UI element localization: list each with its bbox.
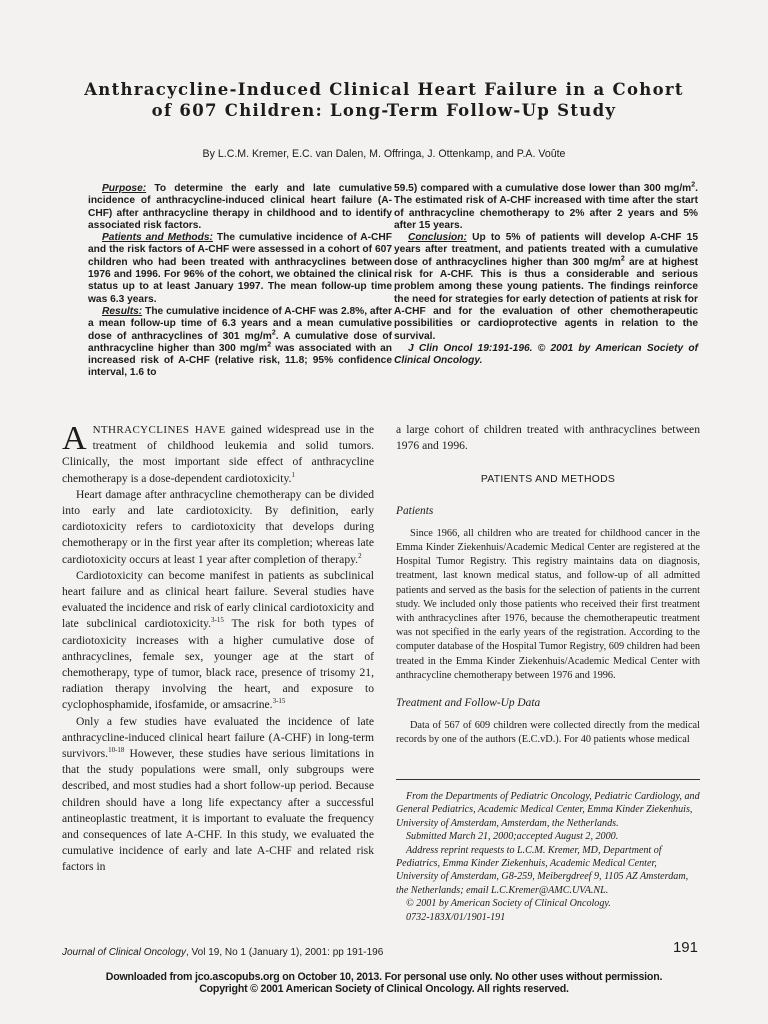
intro-paragraph-4 — [62, 714, 374, 876]
journal-name: Journal of Clinical Oncology — [62, 947, 186, 958]
journal-footer — [62, 947, 383, 958]
abstract-conclusion — [394, 232, 698, 343]
page-number: 191 — [672, 939, 698, 956]
author-list: By L.C.M. Kremer, E.C. van Dalen, M. Offringa, J. Ottenkamp, and P.A. Voûte — [202, 148, 566, 160]
footnote-reprints: Address reprint requests to L.C.M. Kremer, MD, Department of Pediatrics, Emma Kinder Ziekenhuis, Academic Medical Center, University of Amsterdam, G8-259, Meibergdreef 9, 1105 AZ Amsterdam, the Netherlands; email L.C.Kremer@AMC.UVA.NL. — [396, 844, 689, 896]
results-cont-b: . The estimated risk of A-CHF increased with time after the start of anthracycline chemotherapy to 2% after 2 years and 5% after 15 years. — [394, 183, 698, 231]
patients-paragraph: Since 1966, all children who are treated for childhood cancer in the Emma Kinder Ziekenhuis/Academic Medical Center are registered at the Hospital Tumor Registry. This registry maintains data on diagnosis, treatment, last known medical status, and follow-up of all admitted patients and served as the basis for the selection of patients in the current study. We included only those patients who received their first treatment with anthracyclines after 1976, because the chemotherapeutic treatment was not specified in the early years of the registration. According to the computer database of the Hospital Tumor Registry, 609 children had been treated in the Emma Kinder Ziekenhuis/Academic Medical Center with anthracycline chemotherapy between 1976 and 1996. — [396, 527, 700, 681]
treatment-paragraph: Data of 567 of 609 children were collected directly from the medical records by one of the authors (E.C.vD.). For 40 patients whose medical — [396, 720, 700, 746]
footnote-code: 0732-183X/01/1901-191 — [406, 911, 506, 923]
results-sup-b: 2 — [267, 341, 272, 349]
intro-p4-ref: 10-18 — [108, 746, 125, 755]
intro-paragraph-3 — [62, 568, 374, 714]
intro-p2-text: Heart damage after anthracycline chemotherapy can be divided into early and late cardiotoxicity. By definition, early cardiotoxicity refers to cardiotoxicity that develops during chemotherapy or in the first year after its completion; whereas late cardiotoxicity occurs at least 1 year after completion of therapy. — [62, 487, 374, 566]
abstract-citation: J Clin Oncol 19:191-196. © 2001 by American Society of Clinical Oncology. — [394, 342, 698, 367]
intro-paragraph-2 — [62, 487, 374, 568]
title-line-1: Anthracycline-Induced Clinical Heart Failure in a Cohort — [84, 80, 684, 99]
methods-label: Patients and Methods: — [102, 232, 213, 244]
download-notice — [0, 971, 768, 996]
intro-p1-text: gained widespread use in the treatment of childhood leukemia and solid tumors. Clinically, the most important side effect of anthracycline chemotherapy is a dose-dependent cardiotoxicity. — [62, 423, 374, 485]
download-line-1: Downloaded from jco.ascopubs.org on October 10, 2013. For personal use only. No other uses without permission. — [105, 971, 663, 983]
body-left-column — [62, 422, 374, 876]
abstract-results — [88, 306, 392, 380]
results-text-c: was associated with an increased risk of A-CHF (relative risk, 11.8; 95% confidence interval, 1.6 to — [88, 342, 392, 379]
results-text-b: . A cumulative dose of anthracycline higher than 300 mg/m — [88, 330, 392, 354]
footnote-affiliation: From the Departments of Pediatric Oncology, Pediatric Cardiology, and General Pediatrics, Academic Medical Center, Emma Kinder Ziekenhuis, University of Amsterdam, Amsterdam, the Netherlands. — [396, 791, 700, 829]
conclusion-text-b: are at highest risk for A-CHF. This is thus a considerable and serious problem among these young patients. The findings reinforce the need for strategies for early detection of patients at risk for A-CHF and for the evaluation of other chemotherapeutic possibilities or cardioprotective agents in relation to the survival. — [394, 256, 698, 342]
conclusion-sup: 2 — [620, 255, 625, 263]
drop-cap: A — [62, 420, 87, 457]
intro-p4-text-a: Only a few studies have evaluated the incidence of late anthracycline-induced clinical heart failure (A-CHF) in long-term survivors. — [62, 714, 374, 761]
intro-caps: NTHRACYCLINES HAVE — [92, 424, 226, 436]
conclusion-text-a: Up to 5% of patients will develop A-CHF 15 years after treatment, and patients treated with a cumulative dose of anthracyclines higher than 300 mg/m — [394, 232, 698, 268]
methods-text: The cumulative incidence of A-CHF and the risk factors of A-CHF were assessed in a cohort of 607 children who had been treated with anthracyclines between 1976 and 1996. For 96% of the cohort, we obtained the clinical status up to at least January 1997. The mean follow-up time was 6.3 years. — [88, 232, 392, 305]
results-cont-sup: 2 — [691, 181, 696, 189]
intro-p4-text-b: However, these studies have serious limitations in that the study populations were small, only subgroups were described, and most studies had a short follow-up period. Because children should have a long life expectancy after a successful antineoplastic treatment, it is important to evaluate the frequency and consequences of late A-CHF. In this study, we evaluated the cumulative incidence of early and late A-CHF and related risk factors in — [62, 747, 374, 874]
intro-paragraph-1 — [62, 422, 374, 487]
results-cont-a: 59.5) compared with a cumulative dose lower than 300 mg/m — [394, 183, 692, 194]
subheading-patients: Patients — [396, 504, 434, 517]
download-line-2: Copyright © 2001 American Society of Clinical Oncology. All rights reserved. — [199, 983, 569, 996]
intro-p3-ref-a: 3-15 — [211, 616, 224, 625]
section-heading-patients-methods: PATIENTS AND METHODS — [480, 474, 616, 486]
footnotes — [396, 779, 700, 924]
subheading-treatment-followup: Treatment and Follow-Up Data — [396, 697, 541, 710]
purpose-text: To determine the early and late cumulative incidence of anthracycline-induced clinical heart failure (A-CHF) after anthracycline therapy in childhood and to identify associated risk factors. — [88, 183, 392, 231]
intro-continued: a large cohort of children treated with anthracyclines between 1976 and 1996. — [396, 423, 700, 453]
purpose-label: Purpose: — [102, 183, 147, 194]
treatment-section — [396, 719, 700, 747]
intro-p3-ref-b: 3-15 — [272, 697, 286, 706]
abstract-left-column — [88, 183, 392, 380]
footnote-submitted: Submitted March 21, 2000;accepted August 2, 2000. — [406, 831, 619, 843]
footnote-copyright: © 2001 by American Society of Clinical Oncology. — [406, 898, 611, 910]
intro-p2-ref: 2 — [358, 551, 362, 560]
article-title — [40, 79, 728, 121]
abstract-right-column — [394, 183, 698, 367]
abstract-results-continued — [394, 183, 698, 232]
journal-details: , Vol 19, No 1 (January 1), 2001: pp 191-196 — [185, 947, 384, 958]
abstract-methods — [88, 232, 392, 306]
conclusion-label: Conclusion: — [408, 232, 467, 244]
results-text-a: The cumulative incidence of A-CHF was 2.8%, after a mean follow-up time of 6.3 years and a mean cumulative dose of anthracyclines of 301 mg/m — [88, 305, 392, 342]
body-right-column — [396, 422, 700, 748]
results-label: Results: — [102, 305, 143, 317]
intro-p3-text-b: The risk for both types of cardiotoxicity increases with a higher cumulative dose of anthracyclines, female sex, younger age at the start of chemotherapy, type of tumor, black race, presence of trisomy 21, radiation therapy involving the heart, and exposure to cyclophosphamide, ifosfamide, or amsacrine. — [62, 617, 374, 712]
intro-p1-ref: 1 — [291, 470, 295, 479]
abstract-purpose — [88, 183, 392, 232]
intro-p3-text-a: Cardiotoxicity can become manifest in patients as subclinical heart failure and as clinical heart failure. Several studies have evaluated the incidence and risk of early clinical cardiotoxicity and late subclinical cardiotoxicity. — [62, 568, 374, 631]
title-line-2: of 607 Children: Long-Term Follow-Up Study — [151, 101, 617, 120]
results-sup-a: 2 — [271, 329, 276, 337]
patients-section — [396, 527, 700, 683]
